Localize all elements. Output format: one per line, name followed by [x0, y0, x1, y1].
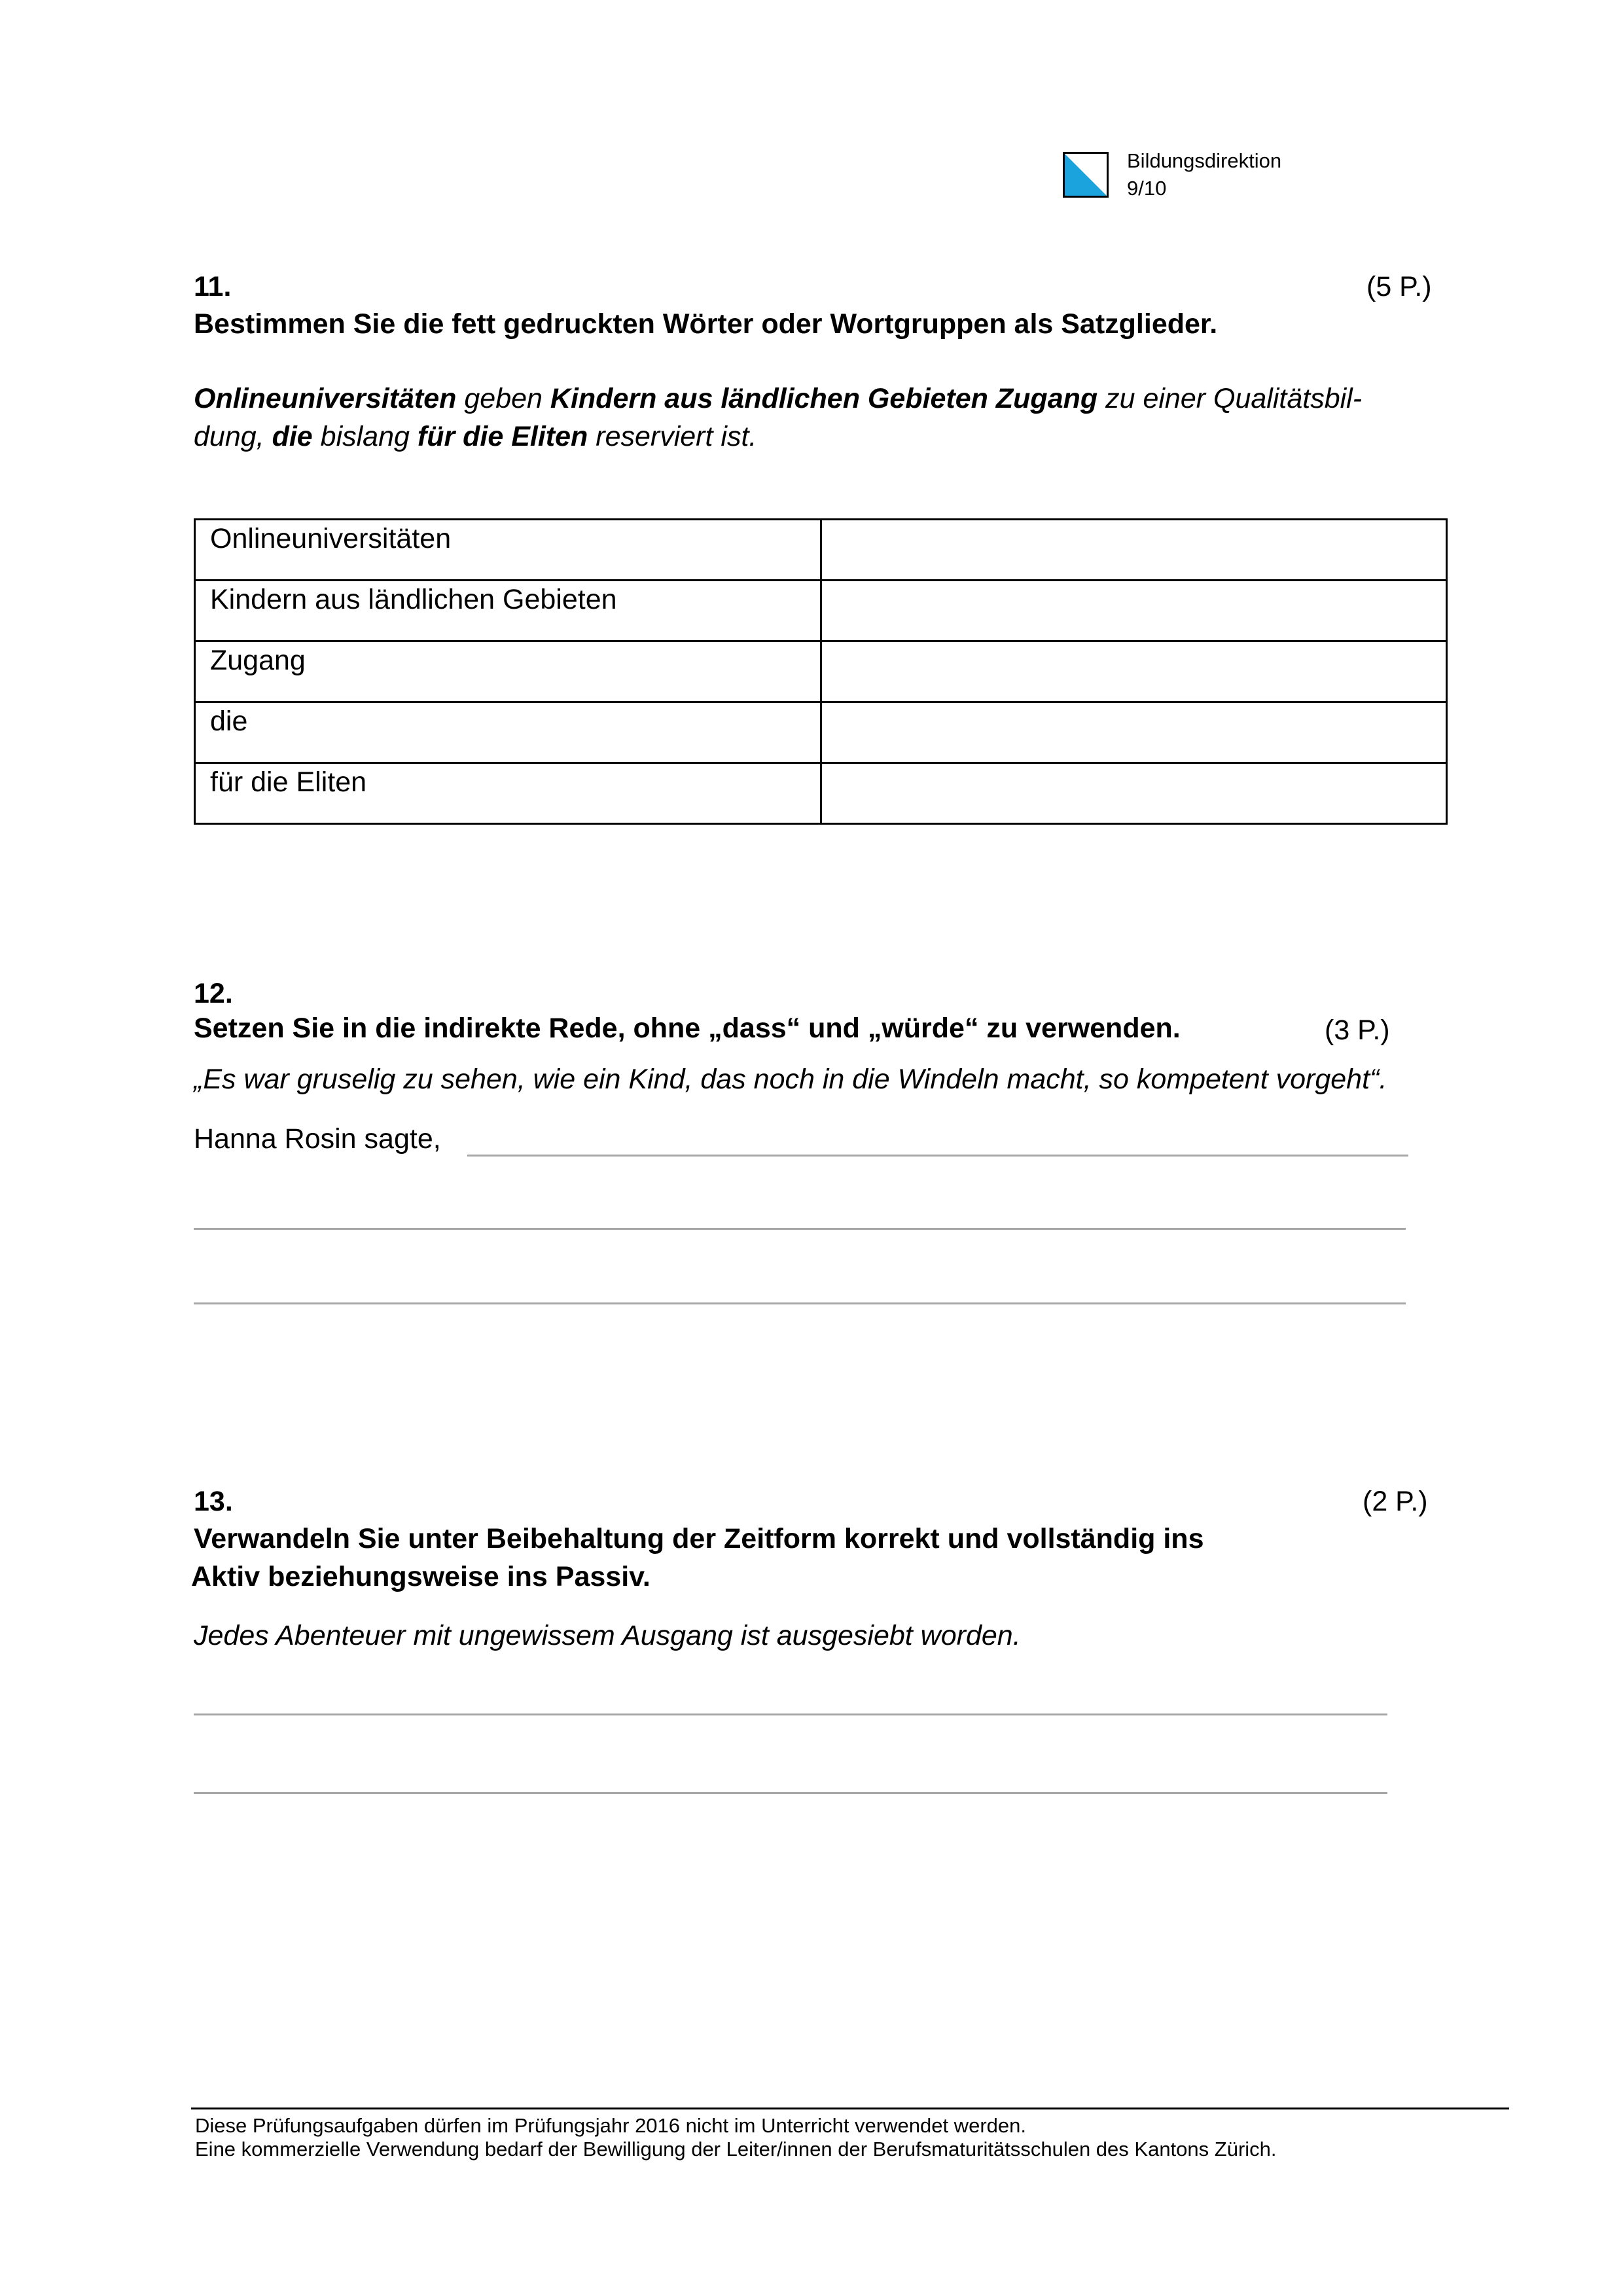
answer-line[interactable]: [194, 1302, 1406, 1304]
question-13-instruction-line1: Verwandeln Sie unter Beibehaltung der Zeitform korrekt und vollständig ins: [194, 1523, 1204, 1554]
question-11-points: (5 P.): [1366, 271, 1432, 302]
question-11-number: 11.: [194, 271, 232, 302]
question-12-number: 12.: [194, 978, 233, 1009]
footer-line-2: Eine kommerzielle Verwendung bedarf der Bewilligung der Leiter/innen der Berufsmaturitätsschulen des Kantons Zürich.: [195, 2138, 1277, 2161]
bold-word: Zugang: [995, 383, 1098, 414]
question-12-instruction: Setzen Sie in die indirekte Rede, ohne „dass“ und „würde“ zu verwenden.: [194, 1013, 1181, 1044]
logo-shield-icon: [1065, 154, 1107, 196]
question-11-instruction: Bestimmen Sie die fett gedruckten Wörter oder Wortgruppen als Satzglieder.: [194, 308, 1218, 340]
bold-word: Kindern aus ländlichen Gebieten: [550, 383, 988, 414]
table-answer-cell[interactable]: [821, 581, 1447, 641]
question-13-instruction-line2: Aktiv beziehungsweise ins Passiv.: [191, 1561, 651, 1592]
bold-word: für die Eliten: [417, 421, 588, 452]
answer-line[interactable]: [194, 1792, 1387, 1794]
header-org: Bildungsdirektion: [1127, 149, 1282, 172]
table-label-cell: Onlineuniversitäten: [195, 520, 821, 581]
bold-word: Onlineuniversitäten: [194, 383, 457, 414]
question-13-points: (2 P.): [1363, 1486, 1428, 1517]
satzglieder-table: [194, 518, 1448, 825]
question-12-prompt: Hanna Rosin sagte,: [194, 1123, 441, 1155]
table-answer-cell[interactable]: [821, 641, 1447, 702]
question-12-points: (3 P.): [1325, 1014, 1390, 1046]
answer-line[interactable]: [194, 1713, 1387, 1715]
table-row: [195, 641, 1447, 702]
question-11-sentence-line2: dung, die bislang für die Eliten reserviert ist.: [194, 421, 757, 452]
header-page-number: 9/10: [1127, 177, 1167, 200]
table-label-cell: Zugang: [195, 641, 821, 702]
table-row: [195, 581, 1447, 641]
table-row: [195, 702, 1447, 763]
answer-line[interactable]: [467, 1155, 1408, 1157]
canton-zurich-logo: [1063, 152, 1109, 198]
question-13-sentence: Jedes Abenteuer mit ungewissem Ausgang ist ausgesiebt worden.: [194, 1620, 1021, 1651]
answer-line[interactable]: [194, 1228, 1406, 1230]
table-answer-cell[interactable]: [821, 702, 1447, 763]
table-answer-cell[interactable]: [821, 763, 1447, 824]
table-row: [195, 520, 1447, 581]
table-label-cell: die: [195, 702, 821, 763]
table-label-cell: Kindern aus ländlichen Gebieten: [195, 581, 821, 641]
bold-word: die: [272, 421, 313, 452]
table-answer-cell[interactable]: [821, 520, 1447, 581]
footer-line-1: Diese Prüfungsaufgaben dürfen im Prüfungsjahr 2016 nicht im Unterricht verwendet werden.: [195, 2114, 1026, 2137]
table-row: [195, 763, 1447, 824]
footer-divider: [191, 2108, 1509, 2109]
question-12-quote: „Es war gruselig zu sehen, wie ein Kind, das noch in die Windeln macht, so kompetent vorgeht“.: [194, 1064, 1387, 1095]
question-13-number: 13.: [194, 1486, 233, 1517]
table-label-cell: für die Eliten: [195, 763, 821, 824]
question-11-sentence-line1: Onlineuniversitäten geben Kindern aus ländlichen Gebieten Zugang zu einer Qualitätsbil-: [194, 383, 1363, 414]
